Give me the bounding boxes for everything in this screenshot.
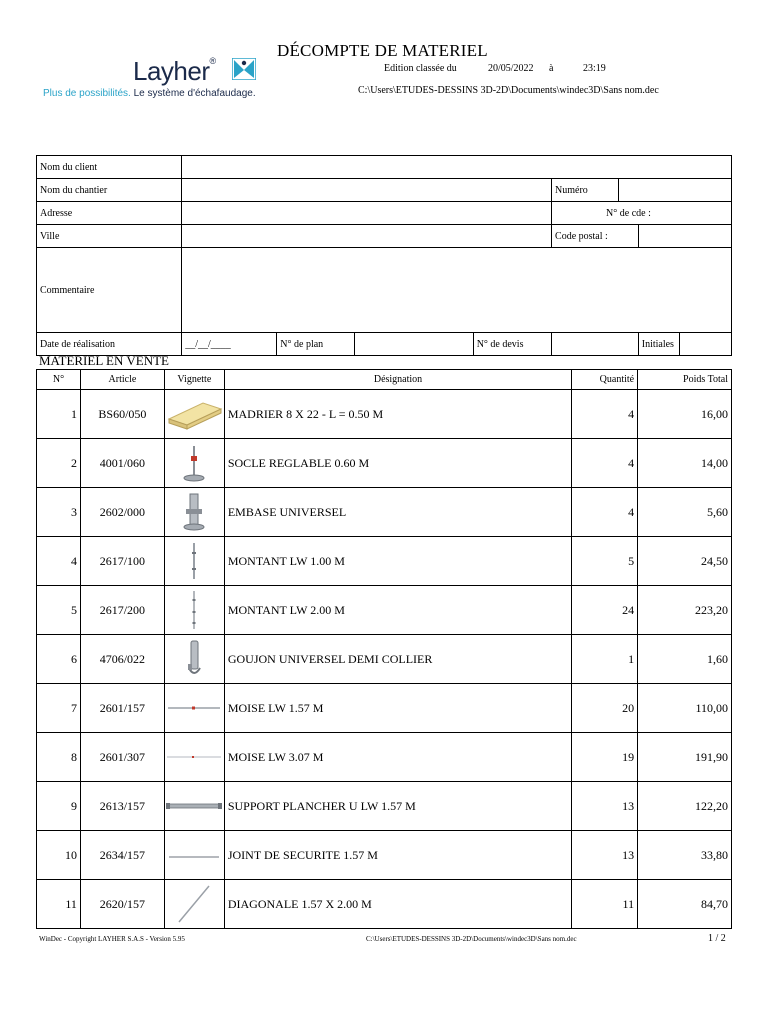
col-header-article: Article: [80, 370, 164, 390]
row-number: 9: [37, 782, 81, 831]
material-table: [36, 369, 732, 929]
comment-label: Commentaire: [37, 248, 182, 333]
ledger-short-icon: [164, 684, 224, 733]
item-designation: MOISE LW 1.57 M: [224, 684, 571, 733]
item-quantity: 5: [572, 537, 638, 586]
item-designation: SOCLE REGLABLE 0.60 M: [224, 439, 571, 488]
date-label: Date de réalisation: [37, 333, 182, 356]
article-code: 2617/100: [80, 537, 164, 586]
order-number-label: N° de cde :: [552, 202, 732, 225]
item-weight: 191,90: [638, 733, 732, 782]
plan-number-field[interactable]: [354, 333, 473, 356]
adjustable-base-icon: [164, 439, 224, 488]
edition-at: à: [549, 63, 554, 74]
row-number: 2: [37, 439, 81, 488]
table-row: [37, 488, 732, 537]
layher-emblem-icon: [232, 58, 256, 80]
item-weight: 5,60: [638, 488, 732, 537]
item-weight: 24,50: [638, 537, 732, 586]
item-weight: 122,20: [638, 782, 732, 831]
item-quantity: 11: [572, 880, 638, 929]
postal-code-field[interactable]: [638, 225, 731, 248]
item-weight: 1,60: [638, 635, 732, 684]
logo-tagline: Plus de possibilités. Le système d'échafaudage.: [43, 88, 256, 99]
quote-number-field[interactable]: [552, 333, 639, 356]
item-weight: 223,20: [638, 586, 732, 635]
document-title: DÉCOMPTE DE MATERIEL: [277, 41, 488, 60]
article-code: 2601/157: [80, 684, 164, 733]
item-quantity: 20: [572, 684, 638, 733]
quote-number-label: N° de devis: [473, 333, 551, 356]
row-number: 4: [37, 537, 81, 586]
table-row: [37, 684, 732, 733]
row-number: 3: [37, 488, 81, 537]
col-header-quantity: Quantité: [572, 370, 638, 390]
date-field[interactable]: __/__/____: [182, 333, 277, 356]
city-label: Ville: [37, 225, 182, 248]
ledger-long-icon: [164, 733, 224, 782]
diagonal-brace-icon: [164, 880, 224, 929]
number-label: Numéro: [552, 179, 619, 202]
footer-path: C:\Users\ETUDES-DESSINS 3D-2D\Documents\windec3D\Sans nom.dec: [366, 935, 577, 943]
footer-copyright: WinDec - Copyright LAYHER S.A.S - Version 5.95: [39, 935, 185, 943]
number-field[interactable]: [618, 179, 731, 202]
table-row: [37, 880, 732, 929]
row-number: 5: [37, 586, 81, 635]
row-number: 8: [37, 733, 81, 782]
item-weight: 84,70: [638, 880, 732, 929]
row-number: 6: [37, 635, 81, 684]
table-row: [37, 635, 732, 684]
col-header-thumbnail: Vignette: [164, 370, 224, 390]
article-code: 2601/307: [80, 733, 164, 782]
item-quantity: 1: [572, 635, 638, 684]
item-quantity: 19: [572, 733, 638, 782]
item-weight: 14,00: [638, 439, 732, 488]
half-coupler-icon: [164, 635, 224, 684]
comment-field[interactable]: [182, 248, 732, 333]
article-code: BS60/050: [80, 390, 164, 439]
col-header-weight: Poids Total: [638, 370, 732, 390]
item-weight: 110,00: [638, 684, 732, 733]
item-weight: 33,80: [638, 831, 732, 880]
item-designation: DIAGONALE 1.57 X 2.00 M: [224, 880, 571, 929]
item-designation: MOISE LW 3.07 M: [224, 733, 571, 782]
file-path: C:\Users\ETUDES-DESSINS 3D-2D\Documents\windec3D\Sans nom.dec: [358, 85, 659, 96]
address-field[interactable]: [182, 202, 552, 225]
table-row: [37, 782, 732, 831]
article-code: 4001/060: [80, 439, 164, 488]
article-code: 2617/200: [80, 586, 164, 635]
table-row: [37, 390, 732, 439]
layher-logo: [40, 52, 270, 104]
row-number: 10: [37, 831, 81, 880]
item-quantity: 13: [572, 782, 638, 831]
item-quantity: 4: [572, 488, 638, 537]
section-title: MATERIEL EN VENTE: [39, 353, 169, 368]
table-row: [37, 537, 732, 586]
article-code: 2634/157: [80, 831, 164, 880]
page-number: 1 / 2: [708, 933, 726, 944]
initials-label: Initiales: [638, 333, 679, 356]
item-quantity: 4: [572, 439, 638, 488]
client-name-field[interactable]: [182, 156, 732, 179]
table-row: [37, 439, 732, 488]
col-header-number: N°: [37, 370, 81, 390]
article-code: 4706/022: [80, 635, 164, 684]
logo-wordmark: Layher®: [133, 56, 216, 86]
article-code: 2602/000: [80, 488, 164, 537]
client-info-table: [36, 155, 732, 356]
article-code: 2613/157: [80, 782, 164, 831]
u-transom-icon: [164, 782, 224, 831]
wood-plank-icon: [164, 390, 224, 439]
article-code: 2620/157: [80, 880, 164, 929]
site-name-field[interactable]: [182, 179, 552, 202]
table-row: [37, 733, 732, 782]
standard-long-icon: [164, 586, 224, 635]
item-designation: EMBASE UNIVERSEL: [224, 488, 571, 537]
item-quantity: 4: [572, 390, 638, 439]
table-row: [37, 831, 732, 880]
base-collar-icon: [164, 488, 224, 537]
table-header-row: [37, 370, 732, 390]
edition-label: Edition classée du: [384, 63, 457, 74]
client-name-label: Nom du client: [37, 156, 182, 179]
edition-time: 23:19: [583, 63, 606, 74]
item-designation: MONTANT LW 2.00 M: [224, 586, 571, 635]
plan-number-label: N° de plan: [277, 333, 354, 356]
item-designation: MONTANT LW 1.00 M: [224, 537, 571, 586]
site-name-label: Nom du chantier: [37, 179, 182, 202]
item-designation: GOUJON UNIVERSEL DEMI COLLIER: [224, 635, 571, 684]
item-designation: MADRIER 8 X 22 - L = 0.50 M: [224, 390, 571, 439]
address-label: Adresse: [37, 202, 182, 225]
row-number: 7: [37, 684, 81, 733]
city-field[interactable]: [182, 225, 552, 248]
col-header-designation: Désignation: [224, 370, 571, 390]
item-quantity: 24: [572, 586, 638, 635]
standard-short-icon: [164, 537, 224, 586]
item-quantity: 13: [572, 831, 638, 880]
row-number: 1: [37, 390, 81, 439]
table-row: [37, 586, 732, 635]
item-designation: SUPPORT PLANCHER U LW 1.57 M: [224, 782, 571, 831]
safety-joint-icon: [164, 831, 224, 880]
postal-code-label: Code postal :: [552, 225, 639, 248]
item-designation: JOINT DE SECURITE 1.57 M: [224, 831, 571, 880]
item-weight: 16,00: [638, 390, 732, 439]
edition-date: 20/05/2022: [488, 63, 534, 74]
row-number: 11: [37, 880, 81, 929]
initials-field[interactable]: [679, 333, 731, 356]
